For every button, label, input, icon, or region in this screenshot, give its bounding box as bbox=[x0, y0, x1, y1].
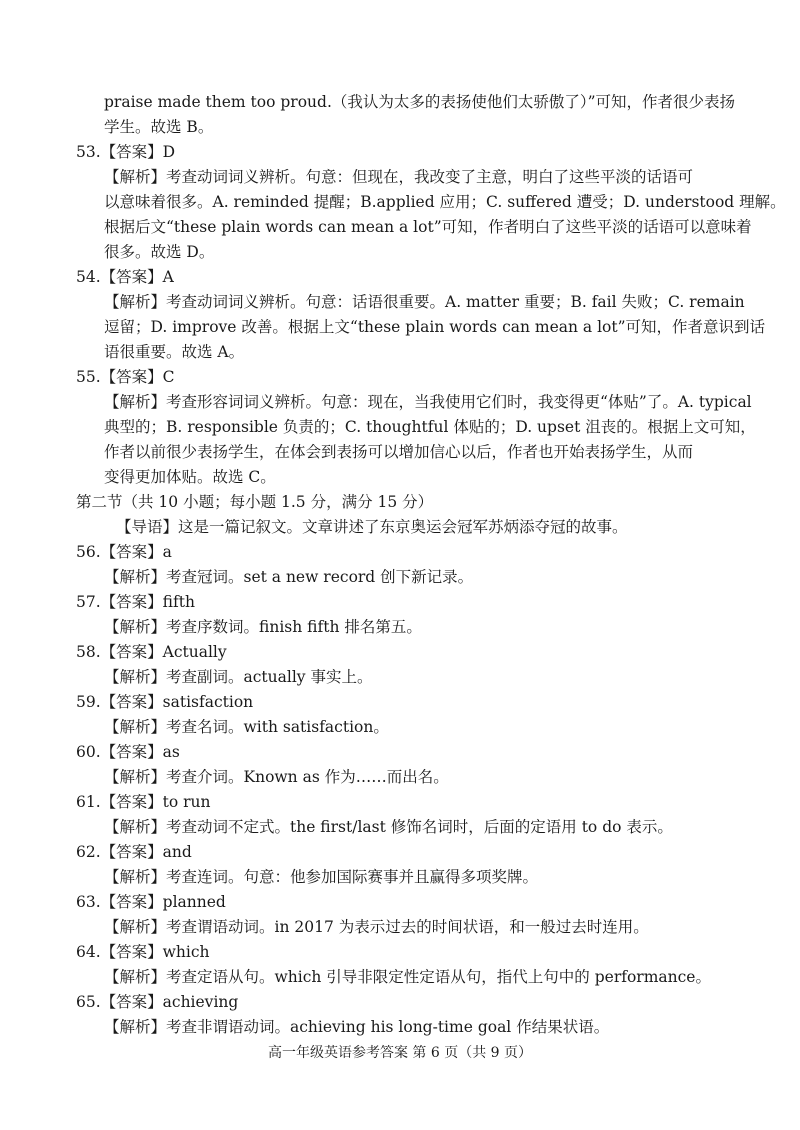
analysis-64: 【解析】考查定语从句。which 引导非限定性定语从句，指代上句中的 performance。 bbox=[104, 968, 711, 986]
analysis-54-line: 语很重要。故选 A。 bbox=[104, 343, 245, 361]
answer-65: 65.【答案】achieving bbox=[76, 993, 239, 1011]
analysis-62: 【解析】考查连词。句意：他参加国际赛事并且赢得多项奖牌。 bbox=[104, 868, 539, 886]
analysis-53-line: 以意味着很多。A. reminded 提醒；B.applied 应用；C. suffered 遭受；D. understood 理解。 bbox=[104, 193, 786, 211]
analysis-63: 【解析】考查谓语动词。in 2017 为表示过去的时间状语，和一般过去时连用。 bbox=[104, 918, 649, 936]
analysis-60: 【解析】考查介词。Known as 作为……而出名。 bbox=[104, 768, 449, 786]
answer-62: 62.【答案】and bbox=[76, 843, 192, 861]
analysis-54-line: 逗留；D. improve 改善。根据上文“these plain words can mean a lot”可知，作者意识到话 bbox=[104, 318, 766, 336]
section-heading: 第二节（共 10 小题；每小题 1.5 分，满分 15 分） bbox=[76, 493, 434, 511]
analysis-65: 【解析】考查非谓语动词。achieving his long-time goal 作结果状语。 bbox=[104, 1018, 610, 1036]
analysis-55-line: 作者以前很少表扬学生，在体会到表扬可以增加信心以后，作者也开始表扬学生，从而 bbox=[104, 443, 694, 461]
intro-line: praise made them too proud.（我认为太多的表扬使他们太骄傲了）”可知，作者很少表扬 bbox=[104, 93, 736, 111]
analysis-53-line: 很多。故选 D。 bbox=[104, 243, 215, 261]
intro-line: 学生。故选 B。 bbox=[104, 118, 214, 136]
answer-57: 57.【答案】fifth bbox=[76, 593, 195, 611]
analysis-57: 【解析】考查序数词。finish fifth 排名第五。 bbox=[104, 618, 422, 636]
analysis-55-line: 典型的；B. responsible 负责的；C. thoughtful 体贴的；D. upset 沮丧的。根据上文可知， bbox=[104, 418, 756, 436]
analysis-59: 【解析】考查名词。with satisfaction。 bbox=[104, 718, 389, 736]
analysis-55-line: 变得更加体贴。故选 C。 bbox=[104, 468, 276, 486]
answer-64: 64.【答案】which bbox=[76, 943, 210, 961]
guide-text: 【导语】这是一篇记叙文。文章讲述了东京奥运会冠军苏炳添夺冠的故事。 bbox=[116, 518, 628, 536]
answer-59: 59.【答案】satisfaction bbox=[76, 693, 254, 711]
answer-53: 53.【答案】D bbox=[76, 143, 176, 161]
answer-58: 58.【答案】Actually bbox=[76, 643, 227, 661]
answer-60: 60.【答案】as bbox=[76, 743, 180, 761]
analysis-61: 【解析】考查动词不定式。the first/last 修饰名词时，后面的定语用 to do 表示。 bbox=[104, 818, 673, 836]
analysis-56: 【解析】考查冠词。set a new record 创下新记录。 bbox=[104, 568, 474, 586]
analysis-55-line: 【解析】考查形容词词义辨析。句意：现在，当我使用它们时，我变得更“体贴”了。A. typical bbox=[104, 393, 752, 411]
answer-63: 63.【答案】planned bbox=[76, 893, 226, 911]
answer-56: 56.【答案】a bbox=[76, 543, 172, 561]
analysis-54-line: 【解析】考查动词词义辨析。句意：话语很重要。A. matter 重要；B. fail 失败；C. remain bbox=[104, 293, 745, 311]
analysis-53-line: 【解析】考查动词词义辨析。句意：但现在，我改变了主意，明白了这些平淡的话语可 bbox=[104, 168, 694, 186]
page-footer: 高一年级英语参考答案 第 6 页（共 9 页） bbox=[267, 1045, 533, 1061]
analysis-58: 【解析】考查副词。actually 事实上。 bbox=[104, 668, 373, 686]
answer-54: 54.【答案】A bbox=[76, 268, 174, 286]
answer-61: 61.【答案】to run bbox=[76, 793, 211, 811]
answer-55: 55.【答案】C bbox=[76, 368, 175, 386]
analysis-53-line: 根据后文“these plain words can mean a lot”可知，作者明白了这些平淡的话语可以意味着 bbox=[104, 218, 752, 236]
